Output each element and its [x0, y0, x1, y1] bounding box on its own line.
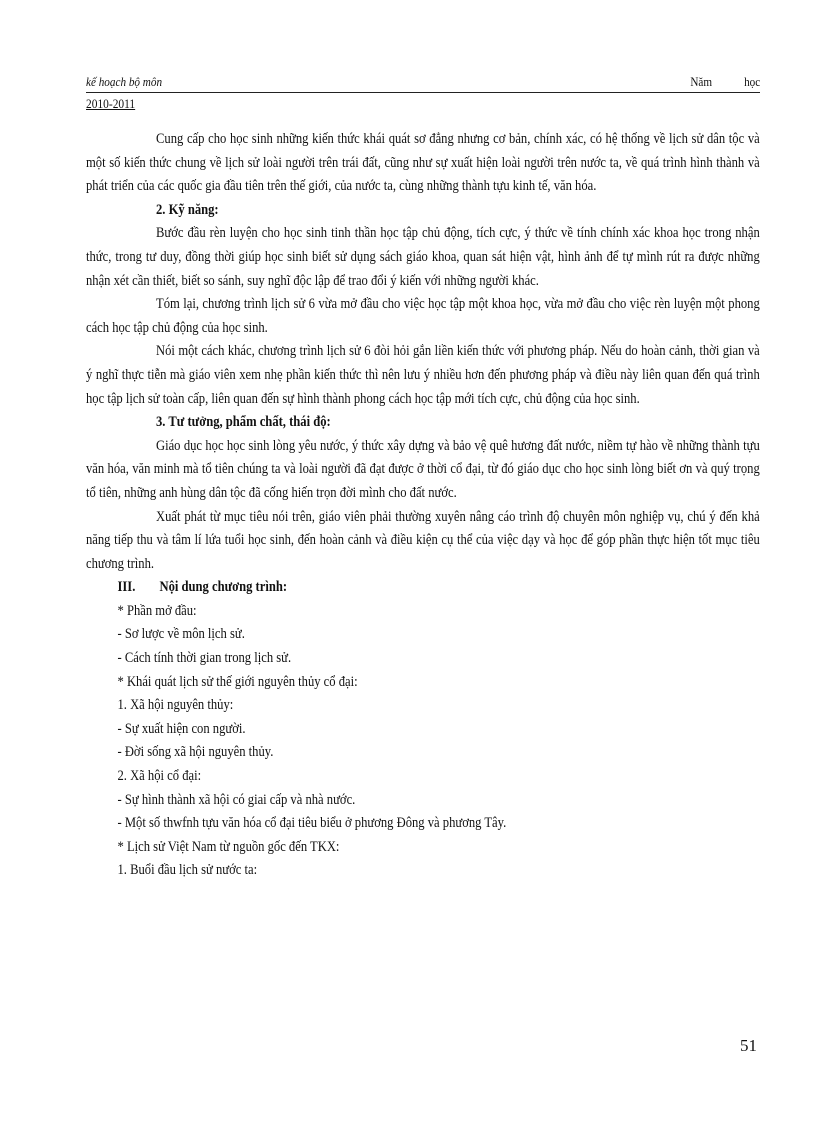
- page-number: 51: [740, 1036, 757, 1055]
- list-item: - Sơ lược về môn lịch sử.: [117, 626, 245, 643]
- list-item: - Đời sống xã hội nguyên thủy.: [117, 744, 274, 761]
- list-item: - Sự hình thành xã hội có giai cấp và nhà nước.: [117, 791, 356, 808]
- list-item: * Phần mở đầu:: [117, 602, 197, 619]
- heading-skills: 2. Kỹ năng:: [156, 201, 219, 218]
- paragraph-method: Nói một cách khác, chương trình lịch sử 6 đòi hỏi gắn liền kiến thức với phương pháp. Nếu do hoàn cảnh, thời gian và ý nghĩ thực tiễn mà giáo viên xem nhẹ phần kiến thức thì nên lưu ý nhiều hơn đến phương pháp và điều này liên quan đến quá trình học tập lịch sử toàn cấp, liên quan đến sự hình thành phong cách học tập mới tích cực, chủ động của học sinh.: [86, 343, 760, 407]
- list-item: - Sự xuất hiện con người.: [117, 720, 246, 737]
- section-title: Nội dung chương trình:: [159, 579, 288, 596]
- list-item: 2. Xã hội cổ đại:: [117, 768, 202, 785]
- paragraph-summary: Tóm lại, chương trình lịch sử 6 vừa mở đầu cho việc học tập một khoa học, vừa mở đầu cho việc rèn luyện một phong cách học tập chủ động của học sinh.: [86, 296, 760, 336]
- paragraph-attitude: Giáo dục học học sinh lòng yêu nước, ý thức xây dựng và bảo vệ quê hương đất nước, niềm tự hào về những thành tựu văn hóa, văn minh mà tổ tiên chúng ta và loài người đã đạt được ở thời cổ đại, từ đó giáo dục cho học sinh lòng biết ơn và quý trọng tổ tiên, những anh hùng dân tộc đã cống hiến trọn đời mình cho đất nước.: [86, 437, 760, 501]
- list-item: 1. Buổi đầu lịch sử nước ta:: [117, 862, 258, 879]
- list-item: - Cách tính thời gian trong lịch sử.: [117, 650, 292, 667]
- section-number: III.: [117, 579, 136, 596]
- heading-attitude: 3. Tư tưởng, phẩm chất, thái độ:: [156, 414, 331, 431]
- paragraph-knowledge: Cung cấp cho học sinh những kiến thức khái quát sơ đẳng nhưng cơ bản, chính xác, có hệ thống về lịch sử dân tộc và một số kiến thức chung về lịch sử loài người trên trái đất, cũng như sự xuất hiện loài người trên nước ta, về quá trình hình thành và phát triển của các quốc gia đầu tiên trên thế giới, của nước ta, cùng những thành tựu kinh tế, văn hóa.: [86, 131, 760, 195]
- list-item: 1. Xã hội nguyên thủy:: [117, 697, 234, 714]
- header-rule: [86, 92, 760, 93]
- paragraph-goal: Xuất phát từ mục tiêu nói trên, giáo viên phải thường xuyên nâng cáo trình độ chuyên môn nghiệp vụ, chú ý đến khả năng tiếp thu và tâm lí lứa tuổi học sinh, đến hoàn cảnh và điều kiện cụ thể của việc dạy và học để góp phần thực hiện tốt mục tiêu chương trình.: [86, 508, 760, 572]
- list-item: * Khái quát lịch sử thế giới nguyên thủy cổ đại:: [117, 673, 358, 690]
- running-header: [86, 73, 761, 91]
- list-item: * Lịch sử Việt Nam từ nguồn gốc đến TKX:: [117, 838, 340, 855]
- header-school-year-label: Năm học: [690, 74, 761, 89]
- list-item: - Một số thwfnh tựu văn hóa cổ đại tiêu biểu ở phương Đông và phương Tây.: [117, 815, 507, 832]
- paragraph-skills: Bước đầu rèn luyện cho học sinh tinh thần học tập chủ động, tích cực, ý thức về tính chính xác khoa học trong nhận thức, trong tư duy, đồng thời giúp học sinh biết sử dụng sách giáo khoa, quan sát hiện vật, hình ảnh để tự mình rút ra được những nhận xét cần thiết, biết so sánh, suy nghĩ độc lập để trao đổi ý kiến với những người khác.: [86, 225, 760, 289]
- document-body: [86, 128, 760, 883]
- header-subject: kế hoạch bộ môn: [86, 74, 163, 89]
- header-year: 2010-2011: [86, 96, 136, 111]
- heading-program-content: [86, 576, 760, 600]
